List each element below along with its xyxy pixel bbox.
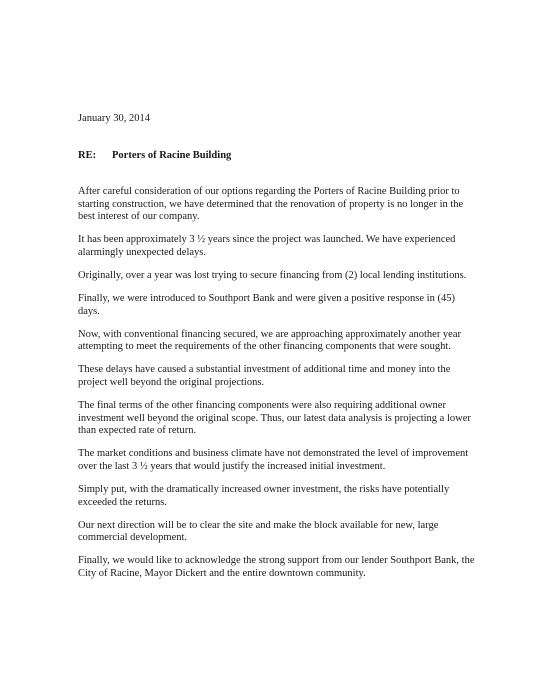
subject-text: Porters of Racine Building xyxy=(112,150,232,161)
paragraph: After careful consideration of our options regarding the Porters of Racine Building prior to starting construction, we have determined that the renovation of property is no longer in the best interest of our company. xyxy=(78,186,464,223)
paragraph: Finally, we were introduced to Southport Bank and were given a positive response in (45) days. xyxy=(78,293,455,317)
letter-page xyxy=(78,112,478,591)
letter-date: January 30, 2014 xyxy=(78,113,151,124)
paragraph: Simply put, with the dramatically increased owner investment, the risks have potentially exceeded the returns. xyxy=(78,484,450,508)
paragraph: The market conditions and business climate have not demonstrated the level of improvement over the last 3 ½ years that would justify the increased initial investment. xyxy=(78,448,469,472)
paragraph: The final terms of the other financing components were also requiring additional owner investment well beyond the original scope. Thus, our latest data analysis is projecting a lower than expected rate of return. xyxy=(78,400,471,437)
subject-label: RE: xyxy=(78,150,97,161)
paragraph: Originally, over a year was lost trying to secure financing from (2) local lending institutions. xyxy=(78,269,467,281)
paragraph: Now, with conventional financing secured, we are approaching approximately another year attempting to meet the requirements of the other financing components that were sought. xyxy=(78,328,462,353)
subject-line xyxy=(78,149,478,162)
paragraph: These delays have caused a substantial investment of additional time and money into the project well beyond the original projections. xyxy=(78,364,451,389)
paragraph: Finally, we would like to acknowledge the strong support from our lender Southport Bank, the City of Racine, Mayor Dickert and the entire downtown community. xyxy=(78,555,475,580)
letter-body xyxy=(78,186,478,581)
paragraph: Our next direction will be to clear the site and make the block available for new, large commercial development. xyxy=(78,519,439,544)
paragraph: It has been approximately 3 ½ years since the project was launched. We have experienced alarmingly unexpected delays. xyxy=(78,234,456,258)
